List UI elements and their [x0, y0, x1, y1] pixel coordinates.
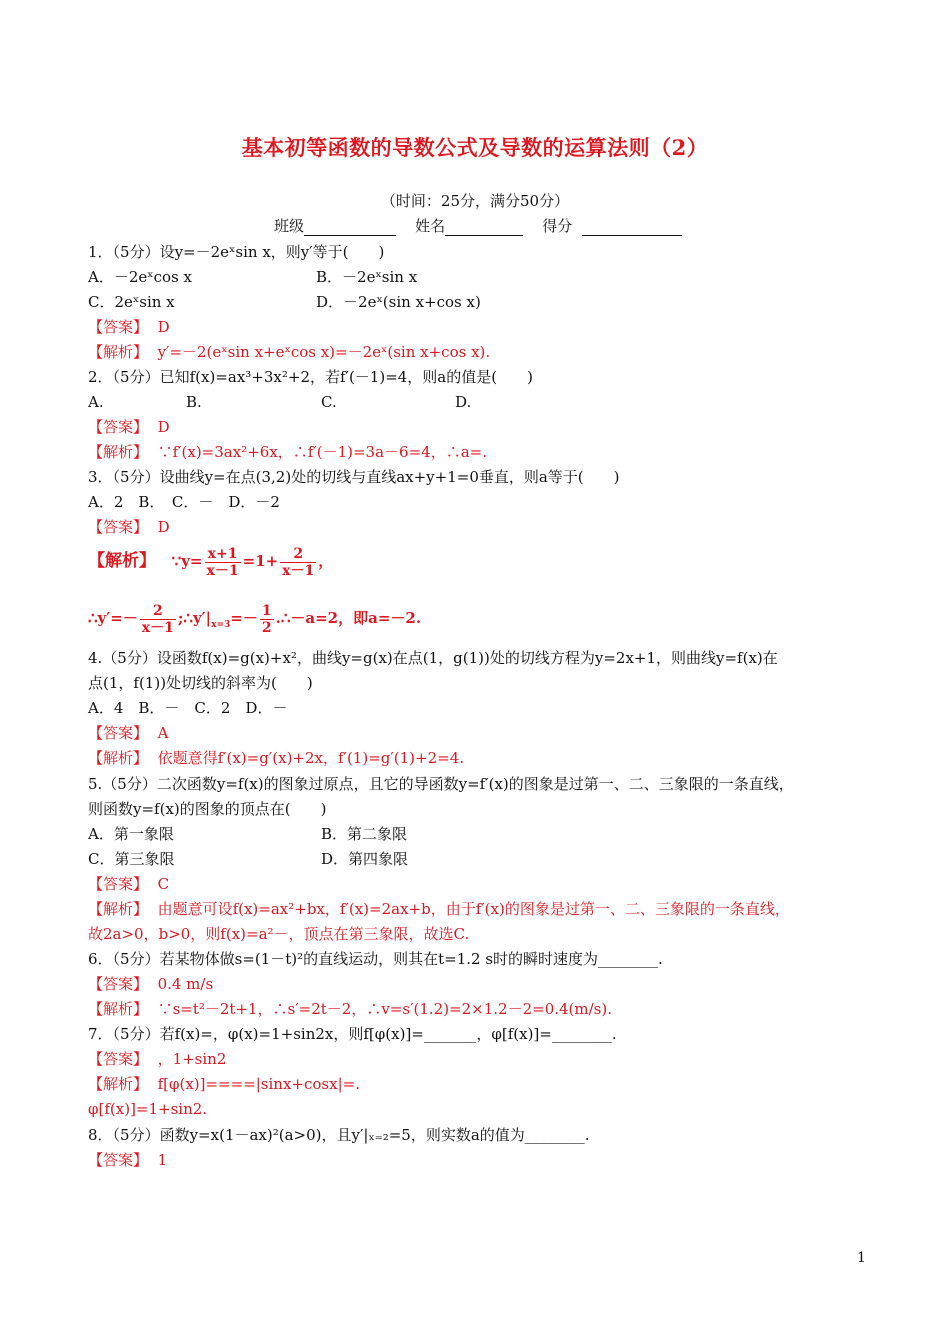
q7-analysis-text1: f[φ(x)]====|sinx+cosx|=. [157, 1075, 360, 1093]
q5-stem-line1: 5.（5分）二次函数y=f(x)的图象过原点，且它的导函数y=f′(x)的图象是过第一、二、三象限的一条直线， [88, 775, 794, 793]
q5-option-a: A．第一象限 [88, 825, 174, 843]
q2-option-d: D. [455, 393, 472, 411]
q5-analysis-line2: 故2a>0，b>0，则f(x)=a²－，顶点在第三象限，故选C. [88, 925, 470, 943]
q5-analysis-text1: 由题意可设f(x)=ax²+bx，f′(x)=2ax+b，由于f′(x)的图象是过第一、二、三象限的一条直线， [157, 900, 790, 918]
q3-fraction-1 [205, 546, 241, 579]
fraction-denominator: x－1 [141, 619, 174, 636]
q6-analysis [88, 999, 612, 1019]
q2-analysis-text: ∵f′(x)=3ax²+6x，∴f′(－1)=3a－6=4，∴a=. [157, 443, 487, 461]
analysis-label: 【解析】 [88, 1075, 149, 1093]
q2-answer-value: D [157, 418, 170, 436]
analysis-label: 【解析】 [88, 551, 156, 571]
q5-stem-line2: 则函数y=f(x)的图象的顶点在( ) [88, 800, 327, 818]
fraction-denominator: 2 [261, 619, 272, 636]
q3-answer-value: D [157, 518, 170, 536]
answer-label: 【答案】 [88, 318, 149, 336]
q4-options: A．4 B．－ C．2 D．－ [88, 699, 288, 717]
q4-answer [88, 723, 168, 743]
q8-answer [88, 1150, 167, 1170]
q4-analysis [88, 748, 464, 768]
q3-fraction-2 [280, 546, 316, 579]
q3-analysis-mid: =1+ [242, 552, 279, 570]
q4-answer-value: A [157, 724, 169, 742]
q3-stem: 3．（5分）设曲线y=在点(3,2)处的切线与直线ax+y+1=0垂直，则a等于( ) [88, 468, 620, 486]
analysis-label: 【解析】 [88, 1000, 149, 1018]
q7-analysis-line2: φ[f(x)]=1+sin2. [88, 1100, 208, 1118]
answer-label: 【答案】 [88, 875, 149, 893]
time-score-info: （时间：25分，满分50分） [380, 192, 570, 210]
answer-label: 【答案】 [88, 518, 149, 536]
score-label: 得分 [542, 217, 573, 235]
fraction-numerator: 1 [261, 602, 272, 619]
page-title: 基本初等函数的导数公式及导数的运算法则（2） [241, 135, 709, 160]
q2-option-a: A. [88, 393, 104, 411]
q3-analysis2-mid: ;∴y′| [177, 609, 212, 627]
q7-answer-value: ，1+sin2 [157, 1050, 227, 1068]
answer-label: 【答案】 [88, 724, 149, 742]
q3-analysis-end: ， [318, 552, 334, 570]
q4-analysis-text: 依题意得f′(x)=g′(x)+2x，f′(1)=g′(1)+2=4. [157, 749, 465, 767]
q3-analysis2-end: .∴－a=2，即a=－2. [275, 609, 422, 627]
answer-label: 【答案】 [88, 975, 149, 993]
class-label: 班级 [274, 217, 305, 235]
q7-analysis-line1 [88, 1074, 360, 1094]
analysis-label: 【解析】 [88, 749, 149, 767]
q1-option-b: B．－2eˣsin x [316, 268, 418, 286]
name-blank [445, 219, 523, 236]
q8-answer-value: 1 [157, 1151, 168, 1169]
analysis-label: 【解析】 [88, 343, 149, 361]
q2-option-c: C. [321, 393, 337, 411]
q3-analysis2-subscript: x=3 [211, 620, 231, 630]
q3-analysis-line2 [88, 598, 421, 645]
analysis-label: 【解析】 [88, 900, 149, 918]
q1-answer [88, 317, 170, 337]
q1-analysis [88, 342, 490, 362]
q1-analysis-text: y′=－2(eˣsin x+eˣcos x)=－2eˣ(sin x+cos x). [157, 343, 491, 361]
q3-options: A．2 B． C．－ D．－2 [88, 493, 280, 511]
q3-analysis2-prefix: ∴y′=－ [88, 609, 138, 627]
class-blank [304, 219, 396, 236]
page-number: 1 [857, 1250, 866, 1266]
q5-option-c: C．第三象限 [88, 850, 175, 868]
q5-option-d: D．第四象限 [321, 850, 409, 868]
fraction-denominator: x－1 [282, 562, 315, 579]
q1-option-c: C．2eˣsin x [88, 293, 175, 311]
fraction-numerator: 2 [293, 545, 304, 562]
q5-answer-value: C [157, 875, 170, 893]
q3-analysis-line1 [88, 541, 333, 581]
q2-analysis [88, 442, 487, 462]
q1-option-d: D．－2eˣ(sin x+cos x) [316, 293, 481, 311]
q5-analysis-line1 [88, 899, 790, 919]
name-label: 姓名 [415, 217, 446, 235]
answer-label: 【答案】 [88, 1151, 149, 1169]
fraction-numerator: 2 [152, 602, 163, 619]
fraction-numerator: x+1 [207, 545, 238, 562]
q4-stem-line2: 点(1，f(1))处切线的斜率为( ) [88, 674, 313, 692]
q3-fraction-3 [140, 603, 176, 636]
answer-label: 【答案】 [88, 1050, 149, 1068]
answer-label: 【答案】 [88, 418, 149, 436]
score-blank [582, 219, 682, 236]
q3-fraction-4 [260, 603, 274, 636]
q6-analysis-text: ∵s=t²－2t+1，∴s′=2t－2，∴v=s′(1.2)=2×1.2－2=0.4(m/s). [157, 1000, 612, 1018]
q5-option-b: B．第二象限 [321, 825, 408, 843]
q3-analysis2-eq: =－ [230, 609, 258, 627]
q6-stem: 6．（5分）若某物体做s=(1－t)²的直线运动，则其在t=1.2 s时的瞬时速度为________. [88, 950, 663, 968]
q4-stem-line1: 4.（5分）设函数f(x)=g(x)+x²，曲线y=g(x)在点(1，g(1))处的切线方程为y=2x+1，则曲线y=f(x)在 [88, 649, 778, 667]
q1-stem: 1．（5分）设y=－2eˣsin x，则y′等于( ) [88, 243, 385, 261]
q3-answer [88, 517, 170, 537]
q8-stem: 8．（5分）函数y=x(1－ax)²(a>0)，且y′|ₓ₌₂=5，则实数a的值为________. [88, 1126, 590, 1144]
q7-answer [88, 1049, 226, 1069]
q2-answer [88, 417, 170, 437]
analysis-label: 【解析】 [88, 443, 149, 461]
fraction-denominator: x－1 [206, 562, 239, 579]
q1-option-a: A．－2eˣcos x [88, 268, 192, 286]
q7-stem: 7．（5分）若f(x)=，φ(x)=1+sin2x，则f[φ(x)]=_______，φ[f(x)]=________. [88, 1025, 617, 1043]
q5-answer [88, 874, 169, 894]
student-info-fields [274, 215, 682, 236]
q6-answer-value: 0.4 m/s [157, 975, 214, 993]
q3-analysis-prefix: ∵y= [171, 552, 203, 570]
q6-answer [88, 974, 213, 994]
q2-option-b: B. [186, 393, 202, 411]
q1-answer-value: D [157, 318, 170, 336]
q2-stem: 2．（5分）已知f(x)=ax³+3x²+2，若f′(－1)=4，则a的值是( ) [88, 368, 533, 386]
